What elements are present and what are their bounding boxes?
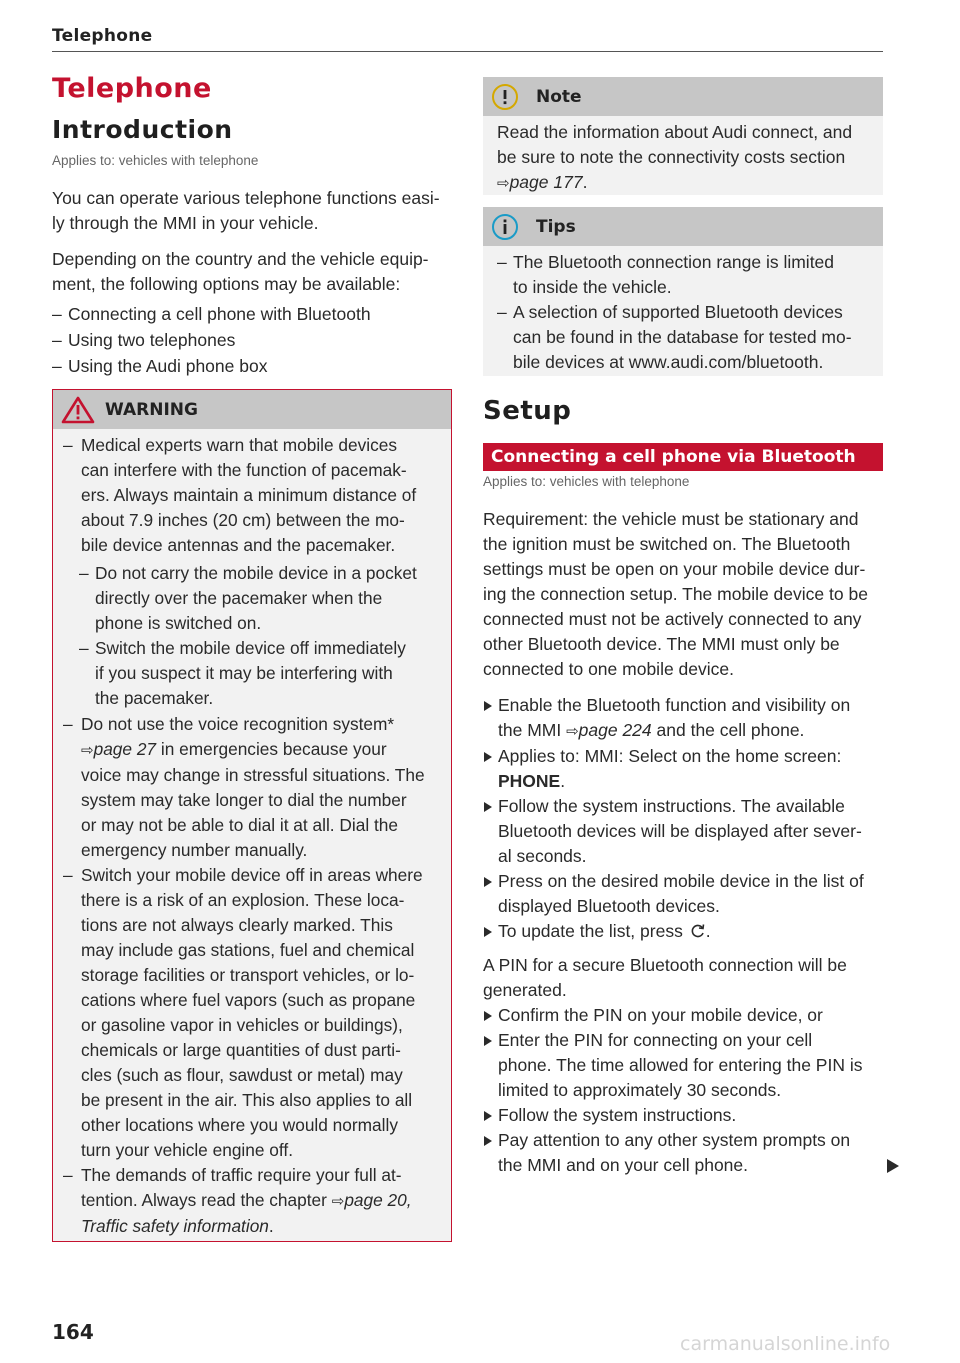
text-line: phone. The time allowed for entering the PIN is bbox=[498, 1055, 863, 1075]
text-line: – A selection of supported Bluetooth devices bbox=[513, 302, 843, 322]
list-item: – Using two telephones bbox=[52, 327, 452, 353]
text-line: the MMI and on your cell phone. bbox=[498, 1155, 749, 1175]
text-line: may include gas stations, fuel and chemical bbox=[81, 940, 415, 960]
text-line: Follow the system instructions. bbox=[498, 1105, 737, 1125]
text-line: Press on the desired mobile device in the list of bbox=[498, 871, 864, 891]
text-line: Applies to: MMI: Select on the home screen: bbox=[498, 746, 842, 766]
pin-steps bbox=[483, 1003, 883, 1178]
warning-header bbox=[53, 390, 451, 429]
text-line: bile device antennas and the pacemaker. bbox=[81, 535, 396, 555]
warning-sublist bbox=[63, 561, 441, 711]
warning-label: WARNING bbox=[105, 399, 198, 420]
text-line: if you suspect it may be interfering with bbox=[95, 663, 393, 683]
warning-triangle-icon bbox=[61, 396, 95, 424]
warning-body bbox=[53, 429, 451, 1239]
text-fragment: tention. Always read the chapter bbox=[81, 1190, 332, 1210]
text-line: storage facilities or transport vehicles, or lo- bbox=[81, 965, 415, 985]
arrow-right-icon: ⇨ bbox=[331, 1193, 345, 1210]
list-item bbox=[497, 250, 869, 300]
text-line: there is a risk of an explosion. These loca- bbox=[81, 890, 405, 910]
tips-list bbox=[497, 250, 869, 375]
exclamation-circle-icon bbox=[491, 83, 519, 111]
note-box bbox=[483, 77, 883, 195]
requirement-paragraph bbox=[483, 507, 883, 682]
text-line: – Switch the mobile device off immediately bbox=[95, 638, 406, 658]
warning-list bbox=[63, 433, 441, 1239]
watermark: carmanualsonline.info bbox=[680, 1333, 891, 1355]
menu-label-phone: PHONE bbox=[498, 771, 561, 791]
note-label: Note bbox=[536, 86, 582, 107]
text-line bbox=[498, 769, 883, 794]
text-line: al seconds. bbox=[498, 846, 587, 866]
text-line: – Do not use the voice recognition system* bbox=[81, 714, 395, 734]
refresh-icon bbox=[690, 923, 706, 939]
text-line: can interfere with the function of pacemak- bbox=[81, 460, 407, 480]
tips-box bbox=[483, 207, 883, 376]
warning-box bbox=[52, 389, 452, 1242]
list-item bbox=[63, 433, 441, 711]
page-reference-link[interactable]: page 224 bbox=[578, 720, 652, 740]
list-item bbox=[483, 744, 883, 794]
text-line: settings must be open on your mobile device dur- bbox=[483, 559, 866, 579]
text-line: the pacemaker. bbox=[95, 688, 214, 708]
arrow-right-icon: ⇨ bbox=[497, 175, 510, 192]
text-line: displayed Bluetooth devices. bbox=[498, 896, 720, 916]
list-item bbox=[483, 1003, 883, 1028]
list-item bbox=[483, 1103, 883, 1128]
running-header-title: Telephone bbox=[52, 26, 153, 46]
text-line: be sure to note the connectivity costs section bbox=[497, 147, 846, 167]
options-paragraph bbox=[52, 247, 452, 297]
text-line: voice may change in stressful situations. The bbox=[81, 765, 425, 785]
text-line: – Do not carry the mobile device in a pocket bbox=[95, 563, 417, 583]
text-line bbox=[81, 1214, 441, 1239]
list-item bbox=[497, 300, 869, 375]
list-item bbox=[63, 561, 441, 636]
text-line bbox=[81, 1188, 441, 1214]
text-line: ing the connection setup. The mobile device to be bbox=[483, 584, 868, 604]
continue-arrow-icon bbox=[887, 1159, 899, 1173]
text-line: other Bluetooth device. The MMI must only be bbox=[483, 634, 840, 654]
list-item bbox=[483, 794, 883, 869]
text-line: phone is switched on. bbox=[95, 613, 262, 633]
list-item: – Using the Audi phone box bbox=[52, 353, 452, 379]
text-line: or may not be able to dial it at all. Dial the bbox=[81, 815, 398, 835]
text-line: system may take longer to dial the number bbox=[81, 790, 407, 810]
list-item bbox=[63, 636, 441, 711]
header-rule bbox=[52, 51, 883, 52]
tips-body bbox=[483, 246, 883, 375]
note-body bbox=[483, 116, 883, 196]
applies-to: Applies to: vehicles with telephone bbox=[483, 474, 690, 489]
text-fragment: the MMI bbox=[498, 720, 567, 740]
list-item bbox=[483, 1028, 883, 1103]
page-reference-link[interactable]: page 177 bbox=[509, 172, 583, 192]
list-item bbox=[63, 1163, 441, 1239]
text-line: bile devices at www.audi.com/bluetooth. bbox=[513, 352, 824, 372]
text-line: emergency number manually. bbox=[81, 840, 308, 860]
options-list bbox=[52, 301, 452, 379]
setup-steps bbox=[483, 693, 883, 944]
text-line: Confirm the PIN on your mobile device, or bbox=[498, 1005, 823, 1025]
text-line: You can operate various telephone functions easi- bbox=[52, 188, 440, 208]
text-line bbox=[81, 737, 441, 763]
text-line: or gasoline vapor in vehicles or buildings), bbox=[81, 1015, 403, 1035]
text-line: turn your vehicle engine off. bbox=[81, 1140, 293, 1160]
text-fragment: . bbox=[268, 1216, 274, 1236]
chapter-title: Telephone bbox=[52, 73, 212, 104]
text-line: A PIN for a secure Bluetooth connection will be bbox=[483, 955, 847, 975]
text-line: ers. Always maintain a minimum distance of bbox=[81, 485, 417, 505]
chapter-reference-link[interactable]: Traffic safety information bbox=[81, 1216, 269, 1236]
text-line: chemicals or large quantities of dust parti- bbox=[81, 1040, 401, 1060]
text-line: can be found in the database for tested mo- bbox=[513, 327, 852, 347]
text-fragment: . bbox=[582, 172, 588, 192]
text-line: connected must not be actively connected to any bbox=[483, 609, 862, 629]
text-line: – Switch your mobile device off in areas where bbox=[81, 865, 423, 885]
text-line: cations where fuel vapors (such as propane bbox=[81, 990, 416, 1010]
subsection-title-bar: Connecting a cell phone via Bluetooth bbox=[483, 443, 883, 471]
text-line: directly over the pacemaker when the bbox=[95, 588, 383, 608]
text-line: to inside the vehicle. bbox=[513, 277, 672, 297]
list-item bbox=[483, 693, 883, 744]
text-line: ly through the MMI in your vehicle. bbox=[52, 213, 319, 233]
text-line: other locations where you would normally bbox=[81, 1115, 398, 1135]
note-header bbox=[483, 77, 883, 116]
text-fragment: To update the list, press bbox=[498, 921, 683, 941]
text-line: be present in the air. This also applies to all bbox=[81, 1090, 413, 1110]
arrow-right-icon: ⇨ bbox=[81, 742, 94, 759]
tips-label: Tips bbox=[536, 216, 576, 237]
page-reference-link[interactable]: page 27 bbox=[93, 739, 157, 759]
intro-paragraph bbox=[52, 186, 452, 236]
text-line bbox=[497, 170, 869, 196]
text-line: about 7.9 inches (20 cm) between the mo- bbox=[81, 510, 405, 530]
text-line: Bluetooth devices will be displayed after sever- bbox=[498, 821, 862, 841]
text-line: tions are not always clearly marked. This bbox=[81, 915, 393, 935]
text-line: – Medical experts warn that mobile devices bbox=[81, 435, 398, 455]
text-line: Follow the system instructions. The available bbox=[498, 796, 845, 816]
text-line: limited to approximately 30 seconds. bbox=[498, 1080, 782, 1100]
text-line: connected to one mobile device. bbox=[483, 659, 734, 679]
text-line: cles (such as flour, sawdust or metal) may bbox=[81, 1065, 403, 1085]
tips-header bbox=[483, 207, 883, 246]
text-line: ment, the following options may be available: bbox=[52, 274, 401, 294]
pin-paragraph bbox=[483, 953, 883, 1003]
text-fragment: in emergencies because your bbox=[156, 739, 387, 759]
text-line bbox=[498, 718, 883, 744]
setup-title: Setup bbox=[483, 396, 572, 426]
page-reference-link[interactable]: page 20, bbox=[344, 1190, 412, 1210]
text-line: Enable the Bluetooth function and visibility on bbox=[498, 695, 851, 715]
page-number: 164 bbox=[52, 1320, 94, 1344]
text-fragment: . bbox=[705, 921, 711, 941]
text-line: Depending on the country and the vehicle equip- bbox=[52, 249, 429, 269]
text-line: the ignition must be switched on. The Bluetooth bbox=[483, 534, 851, 554]
list-item bbox=[63, 712, 441, 863]
text-line: Enter the PIN for connecting on your cell bbox=[498, 1030, 813, 1050]
text-line: Pay attention to any other system prompts on bbox=[498, 1130, 851, 1150]
text-line: – The Bluetooth connection range is limited bbox=[513, 252, 835, 272]
text-line: generated. bbox=[483, 980, 567, 1000]
text-line: Read the information about Audi connect, and bbox=[497, 122, 853, 142]
list-item bbox=[483, 869, 883, 919]
text-fragment: . bbox=[560, 771, 566, 791]
list-item bbox=[483, 919, 883, 944]
text-line: Requirement: the vehicle must be stationary and bbox=[483, 509, 859, 529]
applies-to: Applies to: vehicles with telephone bbox=[52, 153, 259, 168]
list-item bbox=[63, 863, 441, 1163]
text-fragment: and the cell phone. bbox=[651, 720, 805, 740]
arrow-right-icon: ⇨ bbox=[566, 723, 579, 740]
list-item: – Connecting a cell phone with Bluetooth bbox=[52, 301, 452, 327]
info-circle-icon bbox=[491, 213, 519, 241]
list-item bbox=[483, 1128, 883, 1178]
section-title: Introduction bbox=[52, 115, 233, 144]
text-line: – The demands of traffic require your full at- bbox=[81, 1165, 402, 1185]
